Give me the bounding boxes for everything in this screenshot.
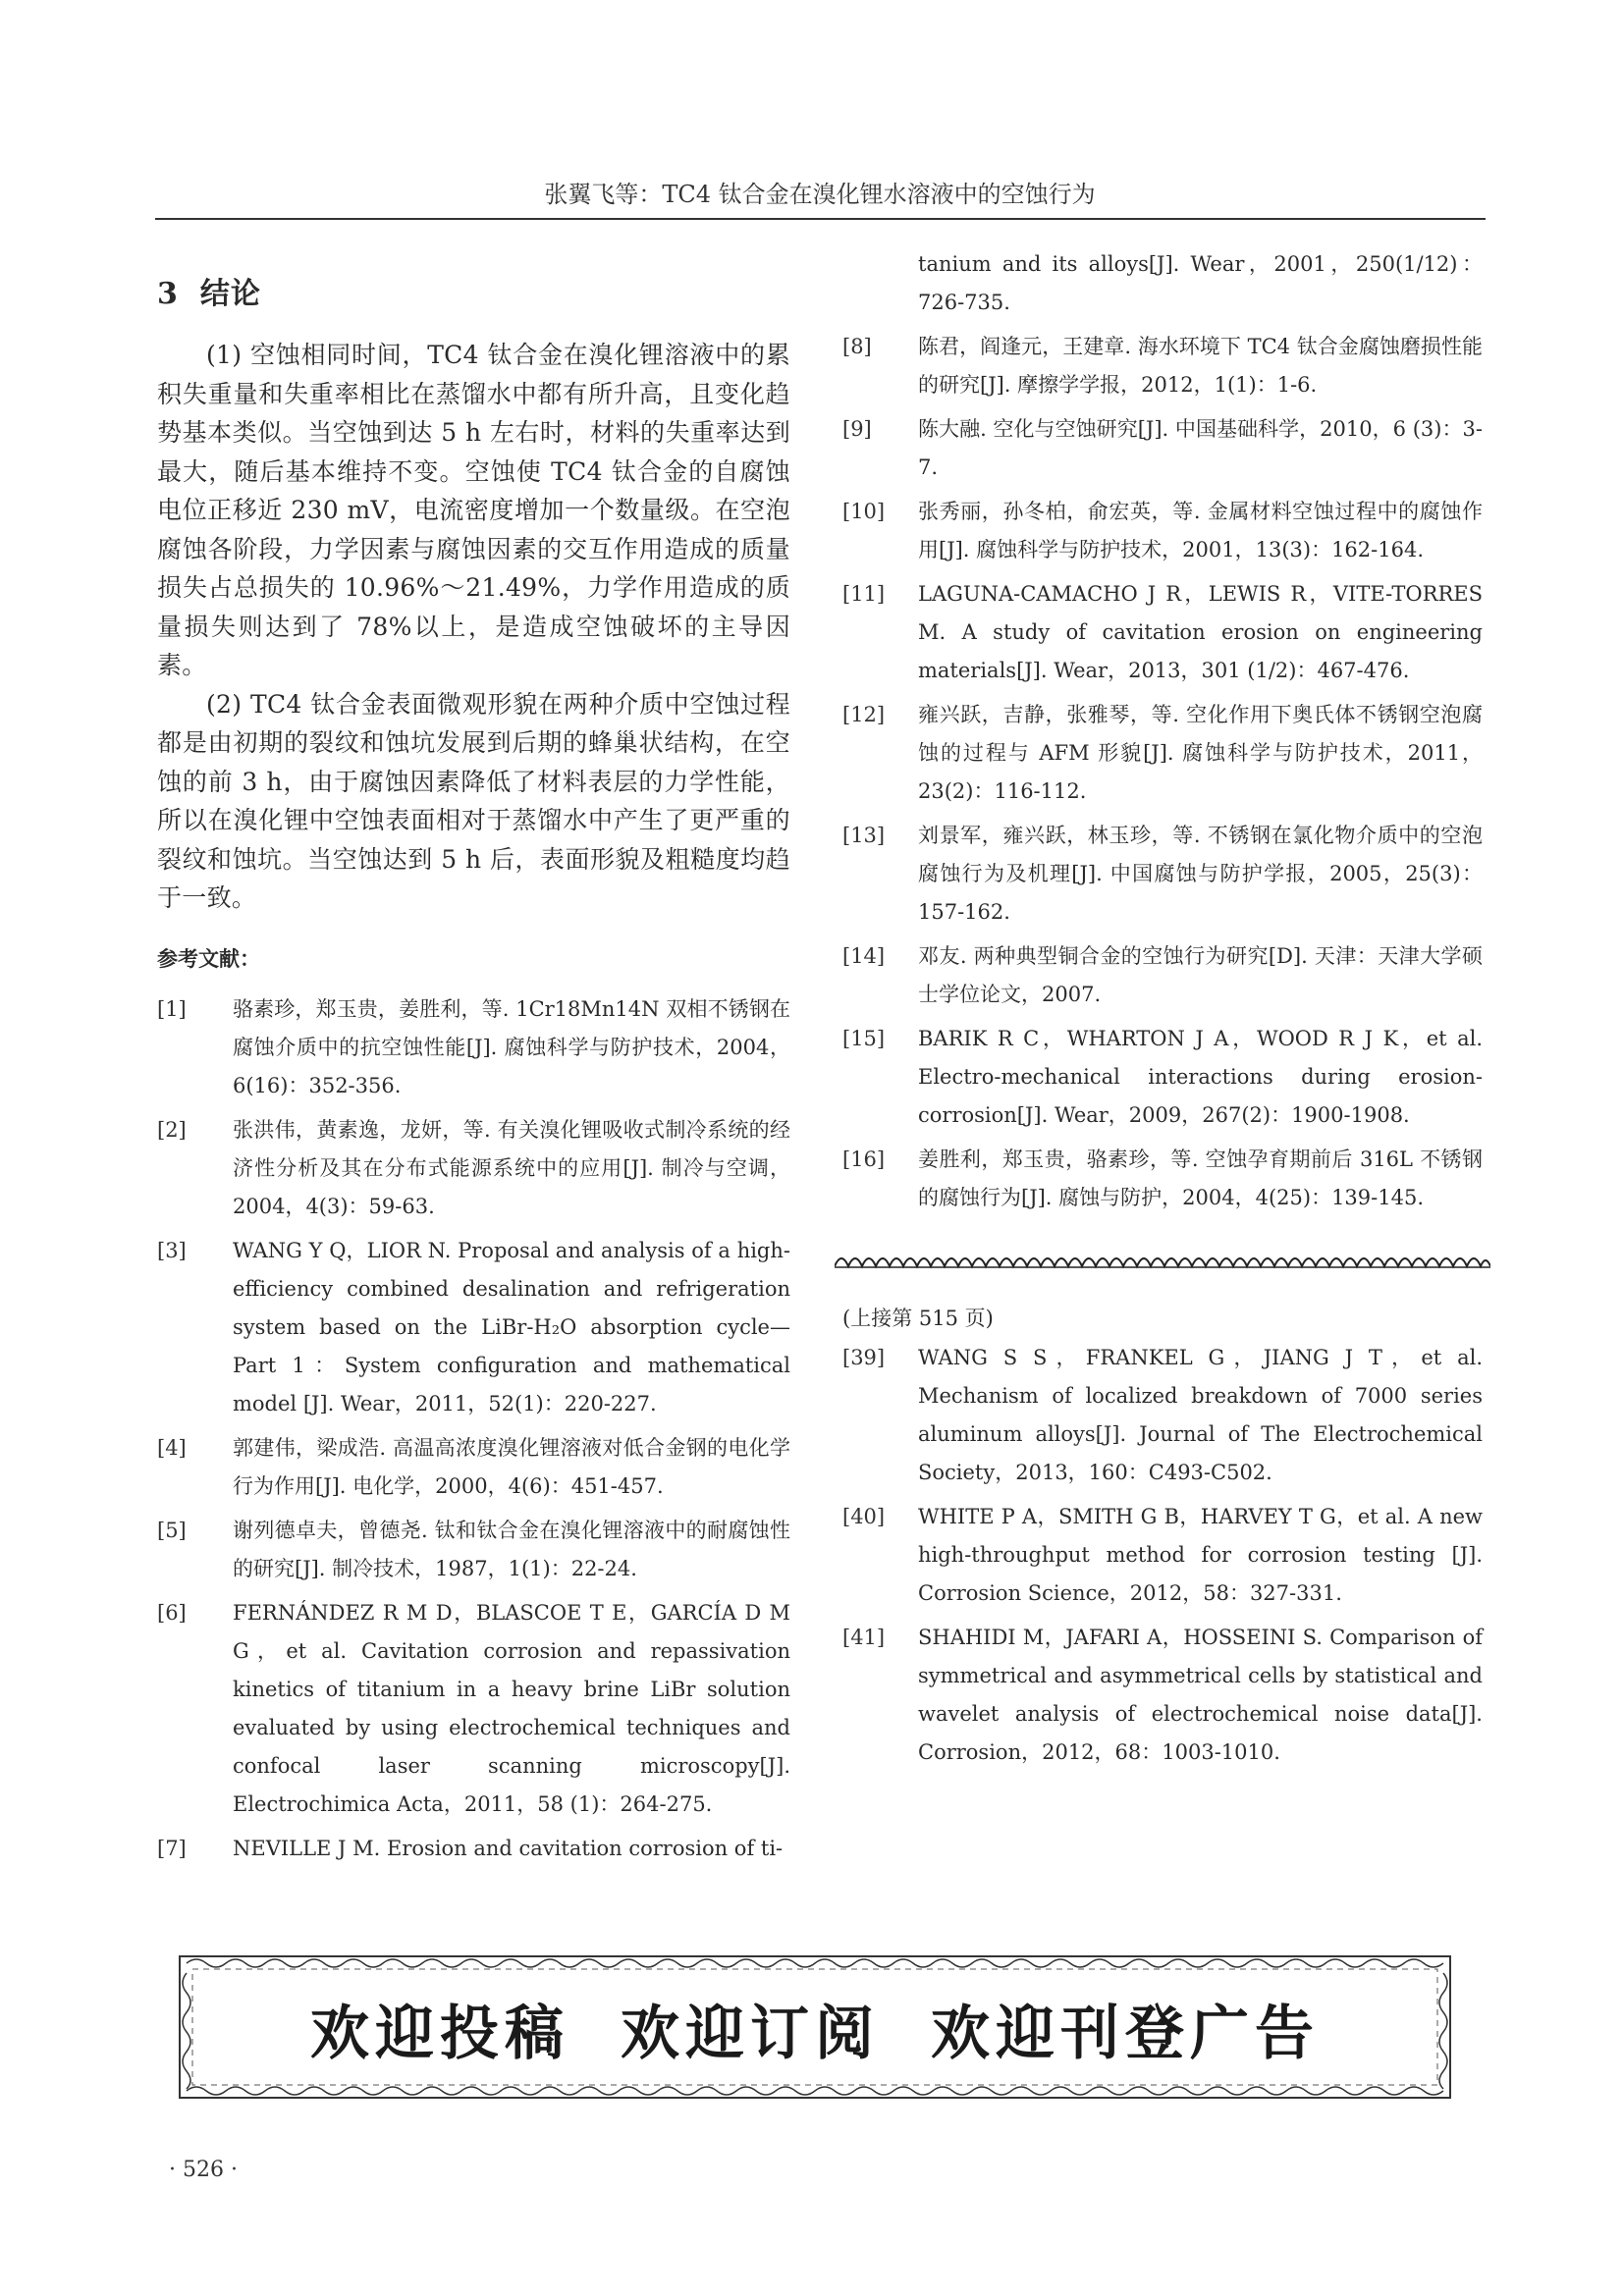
reference-item (842, 696, 1483, 811)
banner-subscriptions: 欢迎订阅 (621, 2000, 880, 2068)
reference-text: WANG S S，FRANKEL G，JIANG J T，et al. Mechanism of localized breakdown of 7000 series aluminum alloys[J]. Journal of The Electrochemical Society，2013，160：C493-C502. (918, 1346, 1483, 1484)
reference-item (842, 1141, 1483, 1217)
reference-item (842, 575, 1483, 690)
reference-text: 郭建伟，梁成浩. 高温高浓度溴化锂溶液对低合金钢的电化学行为作用[J]. 电化学，2000，4(6)：451-457. (233, 1435, 790, 1498)
reference-text: 张洪伟，黄素逸，龙妍，等. 有关溴化锂吸收式制冷系统的经济性分析及其在分布式能源系统中的应用[J]. 制冷与空调，2004，4(3)：59-63. (233, 1117, 790, 1218)
reference-number: [6] (157, 1600, 187, 1625)
reference-text: 张秀丽，孙冬柏，俞宏英，等. 金属材料空蚀过程中的腐蚀作用[J]. 腐蚀科学与防护技术，2001，13(3)：162-164. (918, 500, 1483, 561)
reference-item (842, 1020, 1483, 1135)
reference-text: 陈君，阎逢元，王建章. 海水环境下 TC4 钛合金腐蚀磨损性能的研究[J]. 摩擦学学报，2012，1(1)：1-6. (918, 335, 1483, 397)
conclusion-paragraph-2: (2) TC4 钛合金表面微观形貌在两种介质中空蚀过程都是由初期的裂纹和蚀坑发展到后期的蜂巢状结构，在空蚀的前 3 h，由于腐蚀因素降低了材料表层的力学性能，所以在溴化锂中空蚀表面相对于蒸馏水中产生了更严重的裂纹和蚀坑。当空蚀达到 5 h 后，表面形貌及粗糙度均趋于一致。 (157, 689, 790, 912)
reference-item (157, 1512, 790, 1588)
reference-item (842, 410, 1483, 487)
reference-item (157, 990, 790, 1105)
references-title: 参考文献： (157, 945, 260, 971)
reference-number: [5] (157, 1518, 187, 1542)
continued-note: (上接第 515 页) (842, 1307, 994, 1330)
reference-item (157, 1830, 790, 1868)
reference-text: 谢列德卓夫，曾德尧. 钛和钛合金在溴化锂溶液中的耐腐蚀性的研究[J]. 制冷技术，1987，1(1)：22-24. (233, 1518, 790, 1580)
section-heading (157, 269, 790, 312)
reference-item (842, 1619, 1483, 1772)
reference-continuation (842, 245, 1483, 322)
reference-text: WHITE P A，SMITH G B，HARVEY T G，et al. A new high-throughput method for corrosion testing [J]. Corrosion Science，2012，58：327-331. (918, 1505, 1483, 1605)
reference-number: [2] (157, 1117, 187, 1142)
reference-item (842, 817, 1483, 932)
reference-text: NEVILLE J M. Erosion and cavitation corrosion of ti- (233, 1836, 784, 1860)
reference-number: [11] (842, 582, 886, 606)
reference-item (842, 937, 1483, 1014)
reference-number: [9] (842, 417, 872, 441)
reference-item (842, 1339, 1483, 1492)
reference-text: WANG Y Q，LIOR N. Proposal and analysis of a high-efficiency combined desalination and refrigeration system based on the LiBr-H₂O absorption cycle—Part 1：System configuration and mathematical model [J]. Wear，2011，52(1)：220-227. (233, 1238, 790, 1415)
reference-number: [8] (842, 335, 872, 358)
running-head: 张翼飞等：TC4 钛合金在溴化锂水溶液中的空蚀行为 (544, 181, 1096, 208)
reference-text: tanium and its alloys[J]. Wear，2001，250(1/12)：726-735. (918, 252, 1483, 314)
reference-item (842, 328, 1483, 404)
reference-number: [10] (842, 500, 886, 523)
reference-item (157, 1594, 790, 1824)
reference-text: LAGUNA-CAMACHO J R，LEWIS R，VITE-TORRES M. A study of cavitation erosion on engineering materials[J]. Wear，2013，301 (1/2)：467-476. (918, 582, 1483, 682)
reference-number: [41] (842, 1626, 886, 1649)
welcome-banner (177, 1953, 1453, 2101)
reference-text: 邓友. 两种典型铜合金的空蚀行为研究[D]. 天津：天津大学硕士学位论文，2007. (918, 944, 1483, 1006)
banner-advertising: 欢迎刊登广告 (931, 2000, 1320, 2068)
reference-text: BARIK R C，WHARTON J A，WOOD R J K，et al. Electro-mechanical interactions during erosion-corrosion[J]. Wear，2009，267(2)：1900-1908. (918, 1027, 1483, 1127)
reference-number: [39] (842, 1346, 886, 1369)
banner-text (177, 1987, 1453, 2071)
reference-item (157, 1429, 790, 1506)
reference-number: [13] (842, 824, 886, 847)
reference-number: [40] (842, 1505, 886, 1528)
reference-number: [15] (842, 1027, 886, 1050)
reference-text: FERNÁNDEZ R M D，BLASCOE T E，GARCÍA D M G，et al. Cavitation corrosion and repassivation kinetics of titanium in a heavy brine LiBr solution evaluated by using electrochemical techniques and confocal laser scanning microscopy[J]. Electrochimica Acta，2011，58 (1)：264-275. (233, 1600, 790, 1816)
reference-number: [12] (842, 703, 886, 726)
wave-divider (835, 1249, 1490, 1270)
reference-number: [7] (157, 1836, 187, 1860)
reference-item (157, 1111, 790, 1226)
header-rule (155, 218, 1486, 220)
reference-number: [4] (157, 1435, 187, 1460)
reference-item (842, 1498, 1483, 1613)
reference-item (842, 493, 1483, 569)
right-column (842, 245, 1483, 1778)
left-column (157, 257, 790, 1874)
reference-text: 刘景军，雍兴跃，林玉珍，等. 不锈钢在氯化物介质中的空泡腐蚀行为及机理[J]. 中国腐蚀与防护学报，2005，25(3)：157-162. (918, 824, 1483, 924)
page-number: · 526 · (169, 2158, 238, 2182)
reference-text: SHAHIDI M，JAFARI A，HOSSEINI S. Comparison of symmetrical and asymmetrical cells by statistical and wavelet analysis of electrochemical noise data[J]. Corrosion，2012，68：1003-1010. (918, 1626, 1483, 1764)
reference-item (157, 1232, 790, 1423)
reference-number: [1] (157, 996, 187, 1021)
reference-number: [16] (842, 1148, 886, 1171)
reference-text: 雍兴跃，吉静，张雅琴，等. 空化作用下奥氏体不锈钢空泡腐蚀的过程与 AFM 形貌[J]. 腐蚀科学与防护技术，2011，23(2)：116-112. (918, 703, 1483, 803)
reference-text: 陈大融. 空化与空蚀研究[J]. 中国基础科学，2010，6 (3)：3-7. (918, 417, 1483, 479)
banner-submissions: 欢迎投稿 (310, 2000, 569, 2068)
reference-number: [3] (157, 1238, 187, 1262)
section-title: 结论 (199, 277, 261, 311)
section-number: 3 (157, 277, 179, 311)
reference-text: 骆素珍，郑玉贵，姜胜利，等. 1Cr18Mn14N 双相不锈钢在腐蚀介质中的抗空蚀性能[J]. 腐蚀科学与防护技术，2004，6(16)：352-356. (233, 996, 790, 1097)
reference-text: 姜胜利，郑玉贵，骆素珍，等. 空蚀孕育期前后 316L 不锈钢的腐蚀行为[J]. 腐蚀与防护，2004，4(25)：139-145. (918, 1148, 1483, 1209)
reference-number: [14] (842, 944, 886, 968)
conclusion-paragraph-1: (1) 空蚀相同时间，TC4 钛合金在溴化锂溶液中的累积失重量和失重率相比在蒸馏水中都有所升高，且变化趋势基本类似。当空蚀到达 5 h 左右时，材料的失重率达到最大，随后基本维持不变。空蚀使 TC4 钛合金的自腐蚀电位正移近 230 mV，电流密度增加一个数量级。在空泡腐蚀各阶段，力学因素与腐蚀因素的交互作用造成的质量损失占总损失的 10.96%～21.49%，力学作用造成的质量损失则达到了 78%以上，是造成空蚀破坏的主导因素。 (157, 341, 790, 679)
